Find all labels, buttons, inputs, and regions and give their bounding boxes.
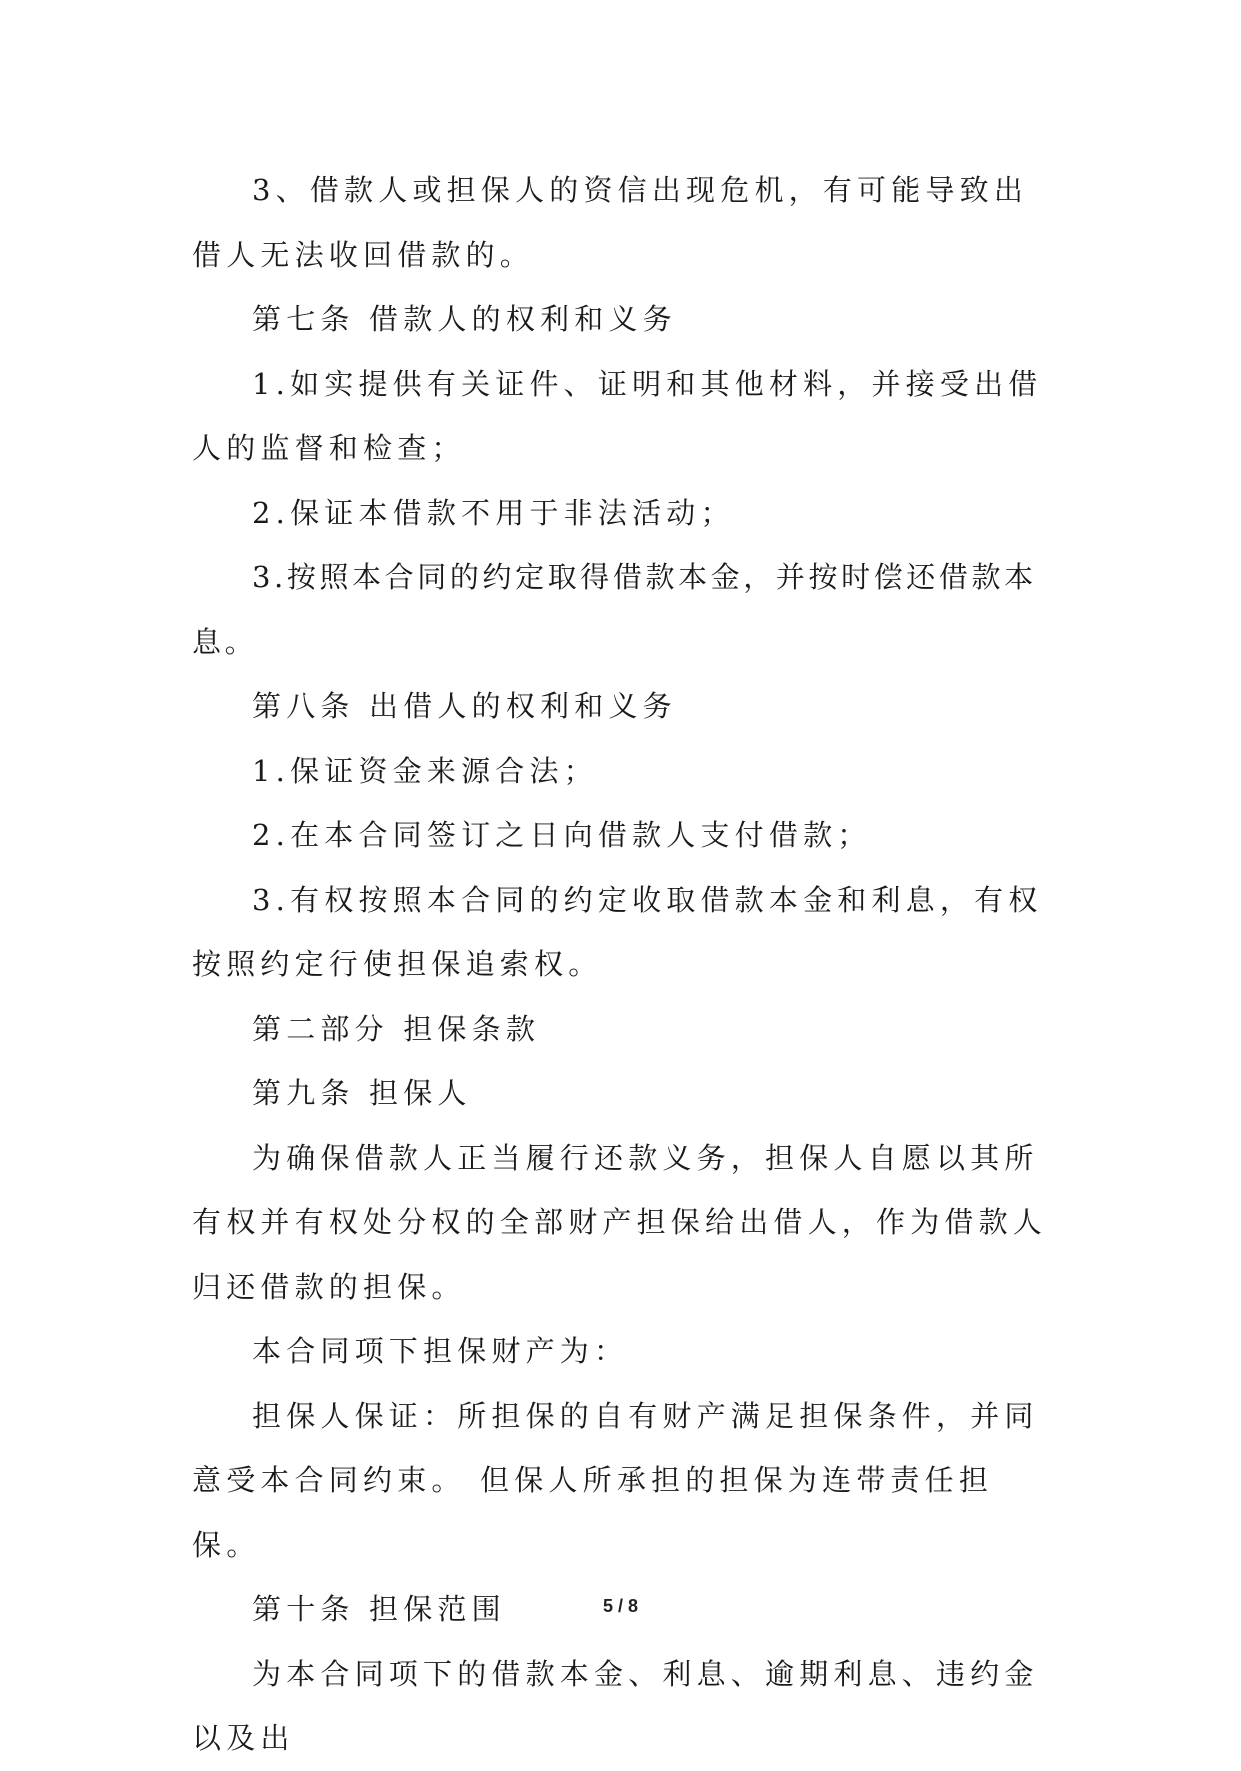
paragraph-guarantor-pledge: 担保人保证：所担保的自有财产满足担保条件，并同意受本合同约束。 但保人所承担的担保为连带责任担保。	[192, 1398, 1039, 1562]
heading-article-9: 第九条 担保人	[252, 1076, 472, 1110]
paragraph-article-7-item-1: 1.如实提供有关证件、证明和其他材料，并接受出借人的监督和检查；	[192, 366, 1043, 465]
paragraph-article-7-item-2: 2.保证本借款不用于非法活动；	[252, 495, 735, 530]
paragraph-article-7-item-3: 3.按照本合同的约定取得借款本金，并按时偿还借款本息。	[192, 560, 1037, 659]
heading-article-8: 第八条 出借人的权利和义务	[252, 689, 677, 723]
heading-part-2: 第二部分 担保条款	[252, 1011, 541, 1046]
paragraph-article-10-body: 为本合同项下的借款本金、利息、逾期利息、违约金以及出	[192, 1656, 1039, 1755]
paragraph-credit-crisis: 3、借款人或担保人的资信出现危机，有可能导致出借人无法收回借款的。	[192, 173, 1029, 272]
paragraph-guarantee-property: 本合同项下担保财产为：	[252, 1334, 629, 1368]
heading-article-7: 第七条 借款人的权利和义务	[252, 302, 677, 336]
paragraph-article-8-item-3: 3.有权按照本合同的约定收取借款本金和利息，有权按照约定行使担保追索权。	[192, 882, 1043, 981]
page-number: 5 / 8	[602, 1596, 639, 1616]
paragraph-article-9-body: 为确保借款人正当履行还款义务，担保人自愿以其所有权并有权处分权的全部财产担保给出借人，作为借款人归还借款的担保。	[192, 1140, 1048, 1304]
paragraph-article-8-item-2: 2.在本合同签订之日向借款人支付借款；	[252, 818, 872, 852]
document-body	[192, 158, 1052, 1771]
paragraph-article-8-item-1: 1.保证资金来源合法；	[252, 753, 598, 788]
heading-article-10: 第十条 担保范围	[252, 1592, 506, 1626]
